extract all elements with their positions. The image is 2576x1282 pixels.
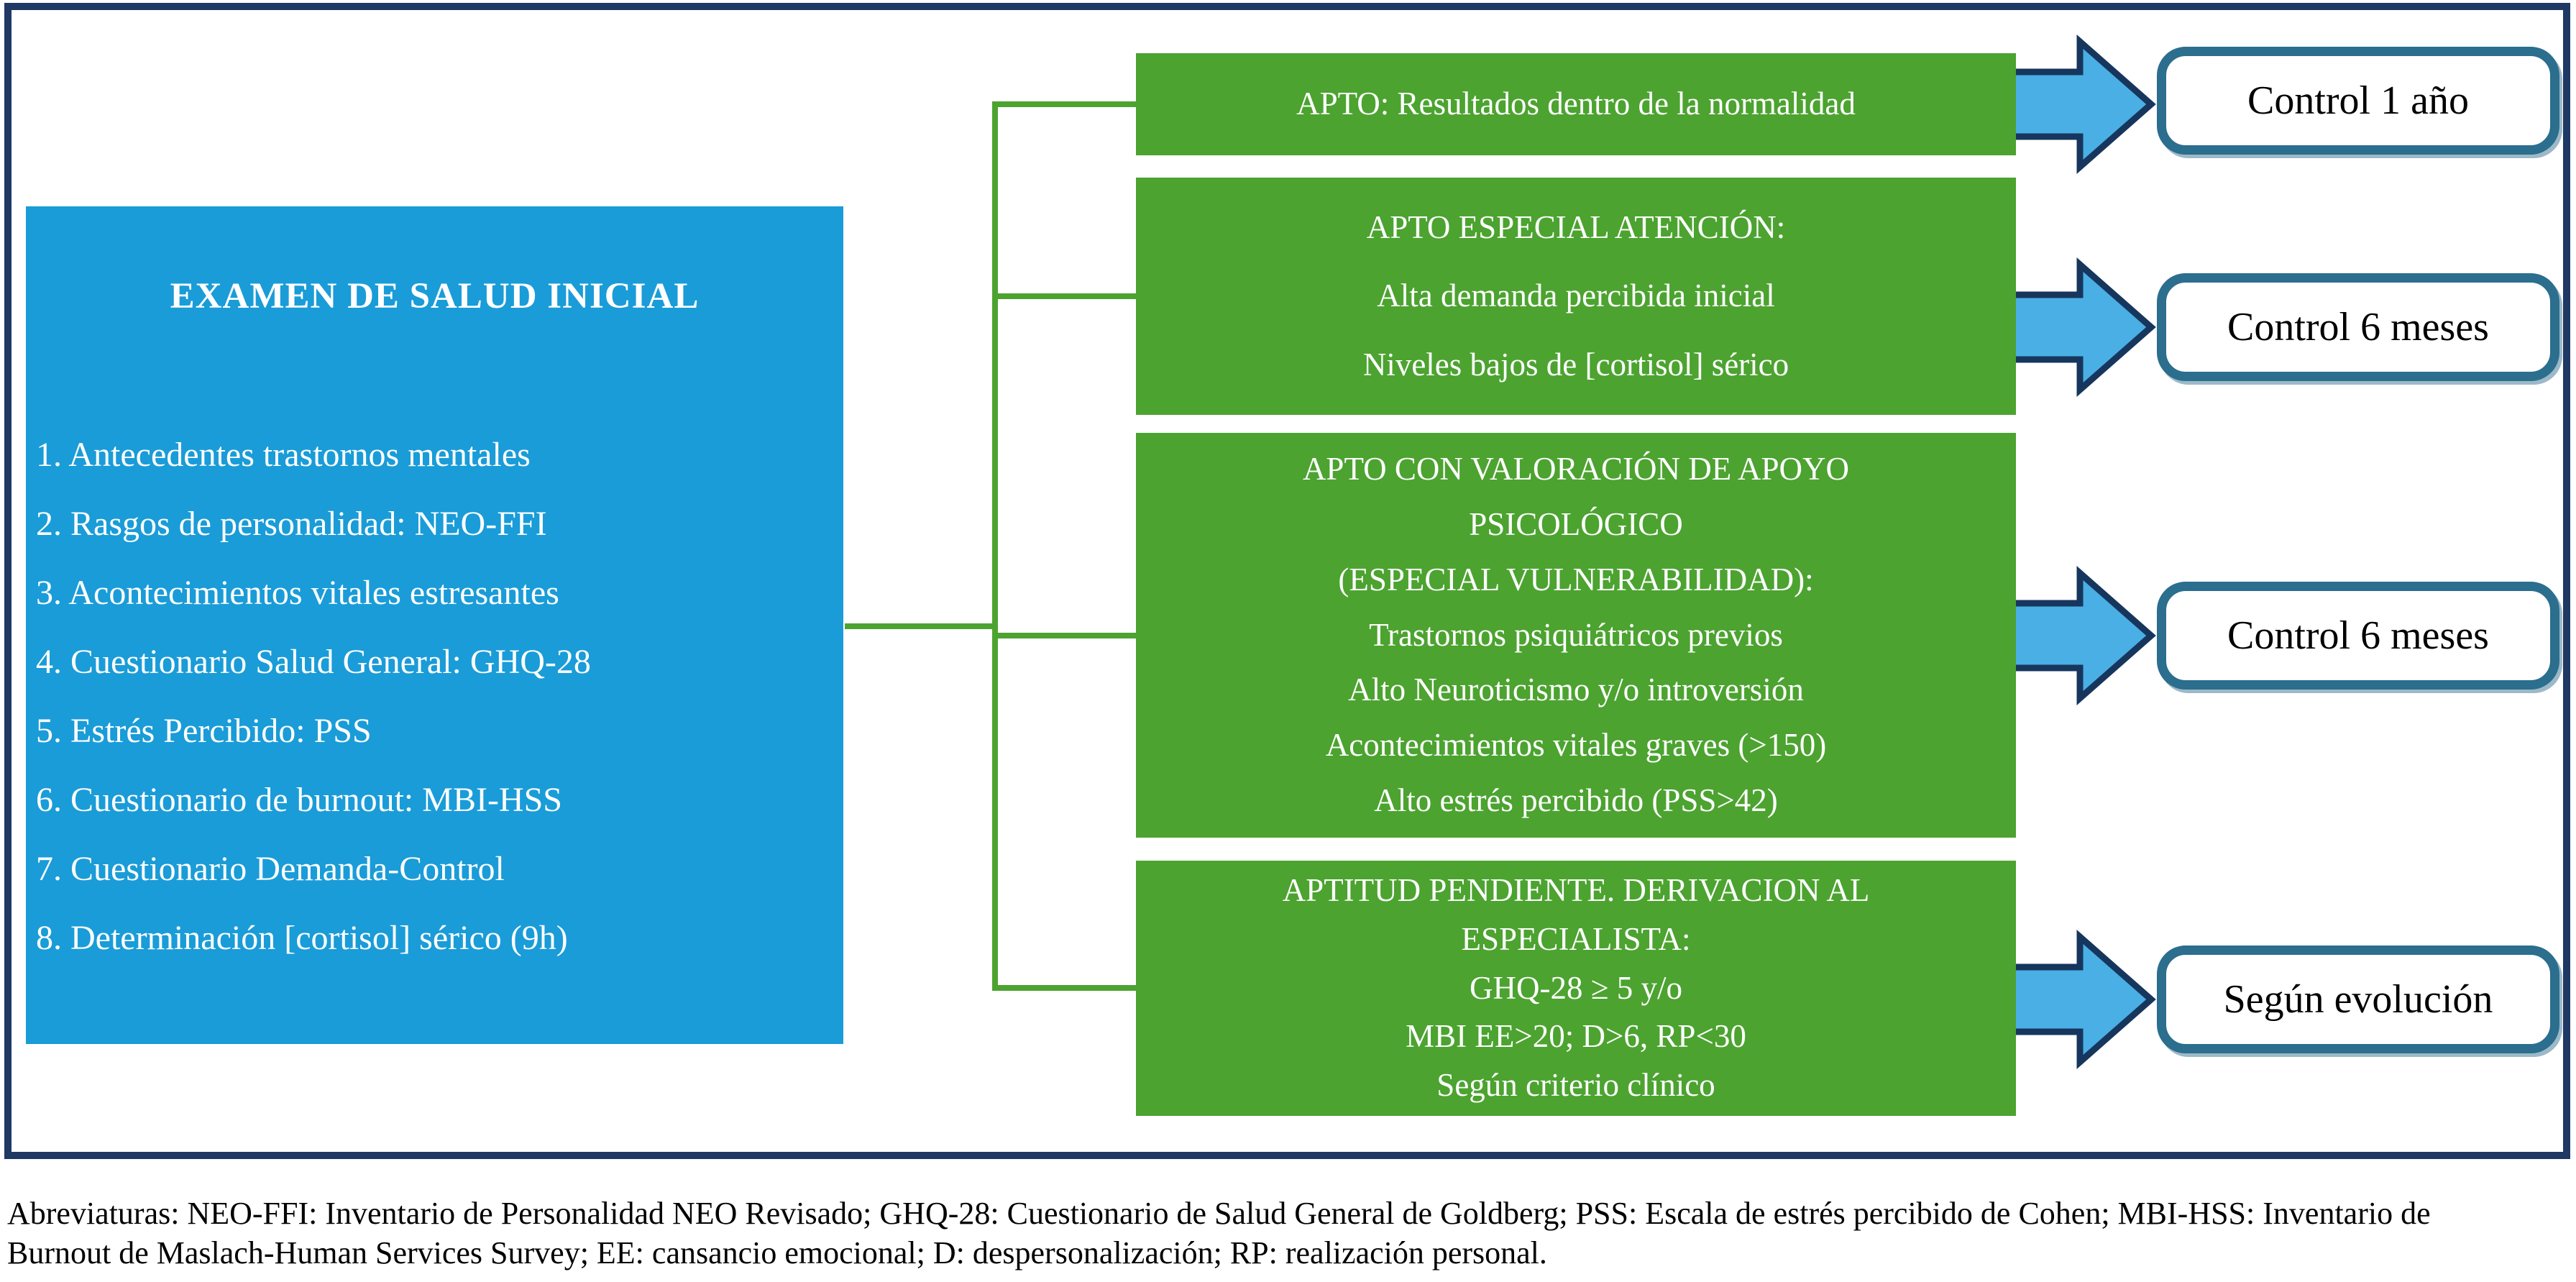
- footnote-line-2: Burnout de Maslach-Human Services Survey; EE: cansancio emocional; D: despersonalización; RP: realización personal.: [7, 1235, 1547, 1270]
- outcome-box-segun-evolucion: [2157, 946, 2559, 1053]
- branch-line: Alto estrés percibido (PSS>42): [1374, 782, 1778, 819]
- exam-item-3: 3. Acontecimientos vitales estresantes: [36, 574, 559, 612]
- branch-line: Según criterio clínico: [1436, 1067, 1715, 1104]
- branch-box-apto-especial-atencion: [1136, 178, 2016, 415]
- outcome-label: Control 1 año: [2247, 78, 2469, 123]
- branch-line: GHQ-28 ≥ 5 y/o: [1470, 969, 1682, 1006]
- exam-item-1: 1. Antecedentes trastornos mentales: [36, 436, 531, 474]
- branch-line: MBI EE>20; D>6, RP<30: [1406, 1018, 1746, 1055]
- panel-title: EXAMEN DE SALUD INICIAL: [170, 276, 700, 316]
- footnote-line-1: Abreviaturas: NEO-FFI: Inventario de Personalidad NEO Revisado; GHQ-28: Cuestionario de Salud General de Goldberg; PSS: Escala de estrés percibido de Cohen; MBI-HSS: Inventario de: [7, 1196, 2431, 1231]
- branch-line: Alta demanda percibida inicial: [1377, 278, 1775, 314]
- exam-item-2: 2. Rasgos de personalidad: NEO-FFI: [36, 505, 547, 543]
- branch-line: Niveles bajos de [cortisol] sérico: [1362, 346, 1789, 383]
- branch-line: Alto Neuroticismo y/o introversión: [1348, 672, 1804, 708]
- branch-box-apto-apoyo-psicologico: [1136, 433, 2016, 838]
- branch-line: ESPECIALISTA:: [1461, 920, 1691, 957]
- exam-item-4: 4. Cuestionario Salud General: GHQ-28: [36, 643, 591, 681]
- branch-line: Trastornos psiquiátricos previos: [1369, 616, 1783, 653]
- branch-line: PSICOLÓGICO: [1469, 505, 1683, 542]
- outcome-label: Control 6 meses: [2227, 613, 2489, 658]
- branch-line: Acontecimientos vitales graves (>150): [1325, 727, 1827, 764]
- branch-line: APTO ESPECIAL ATENCIÓN:: [1366, 209, 1786, 245]
- branch-line: APTO CON VALORACIÓN DE APOYO: [1302, 451, 1850, 487]
- abbreviations-footnote: [7, 1194, 2574, 1273]
- branch-box-aptitud-pendiente: [1136, 861, 2016, 1116]
- branch-line: APTITUD PENDIENTE. DERIVACION AL: [1282, 872, 1870, 909]
- outcome-label: Control 6 meses: [2227, 305, 2489, 349]
- branch-box-apto: [1136, 53, 2016, 155]
- branch-line: (ESPECIAL VULNERABILIDAD):: [1338, 561, 1814, 597]
- branch-line: APTO: Resultados dentro de la normalidad: [1296, 86, 1856, 122]
- exam-item-7: 7. Cuestionario Demanda-Control: [36, 850, 505, 888]
- outcome-box-control-1-ano: [2157, 47, 2559, 155]
- outcome-label: Según evolución: [2223, 977, 2493, 1022]
- outcome-box-control-6-meses: [2157, 273, 2559, 381]
- exam-item-8: 8. Determinación [cortisol] sérico (9h): [36, 919, 568, 957]
- exam-item-6: 6. Cuestionario de burnout: MBI-HSS: [36, 781, 562, 819]
- outcome-box-control-6-meses-2: [2157, 582, 2559, 690]
- exam-item-5: 5. Estrés Percibido: PSS: [36, 712, 372, 750]
